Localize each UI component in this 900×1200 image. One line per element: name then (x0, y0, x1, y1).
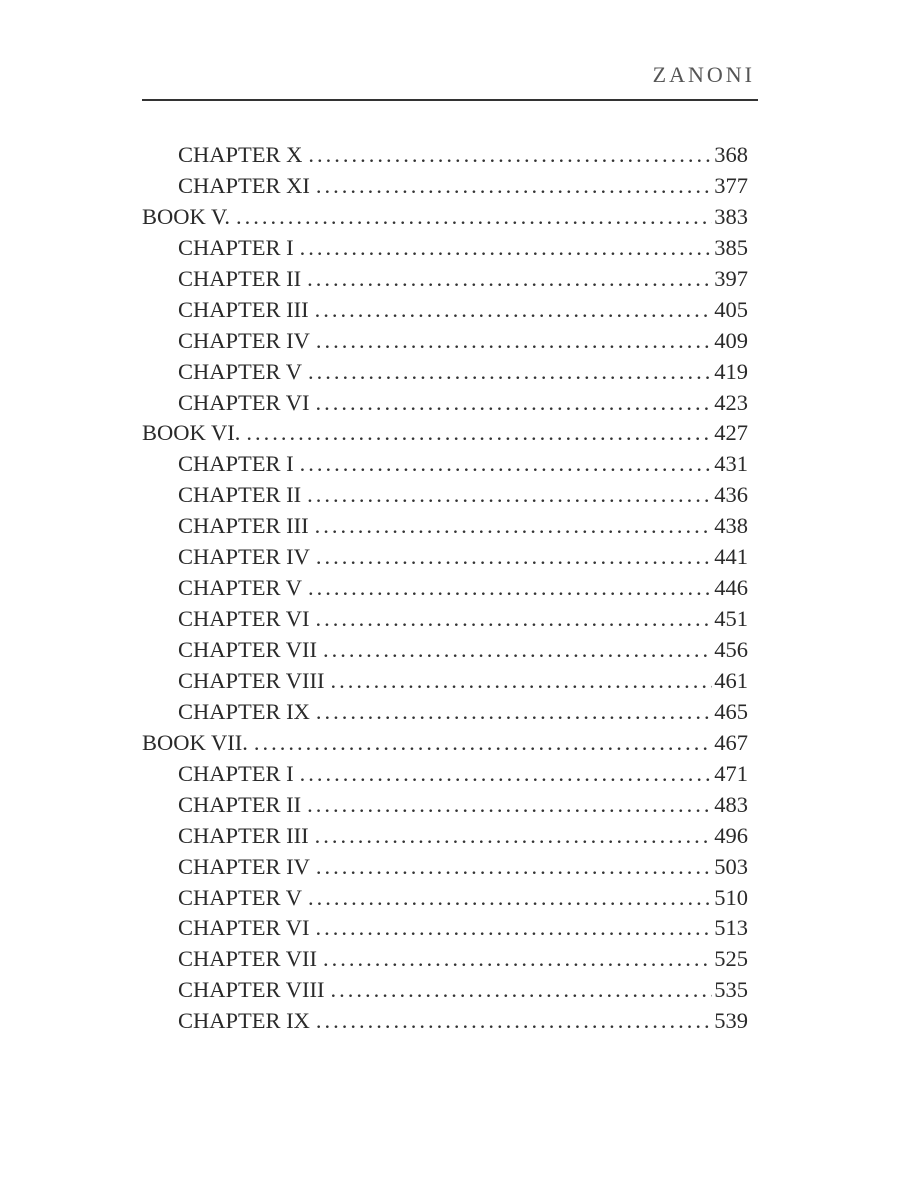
toc-entry-label: CHAPTER XI (178, 172, 310, 198)
toc-page-number: 377 (714, 172, 748, 198)
toc-chapter-entry (142, 944, 748, 975)
toc-entry-label: CHAPTER II (178, 482, 302, 508)
toc-page-number: 397 (714, 265, 748, 291)
toc-entry-label: BOOK V. (142, 203, 230, 229)
toc-entry-label: CHAPTER IX (178, 1008, 310, 1034)
toc-page-number: 461 (714, 667, 748, 693)
dot-leader (300, 759, 713, 790)
dot-leader (330, 666, 712, 697)
toc-page-number: 409 (714, 327, 748, 353)
toc-chapter-entry (142, 573, 748, 604)
dot-leader (315, 511, 713, 542)
toc-chapter-entry (142, 852, 748, 883)
dot-leader (330, 975, 712, 1006)
toc-page-number: 451 (714, 606, 748, 632)
toc-page-number: 438 (714, 513, 748, 539)
toc-entry-label: CHAPTER III (178, 513, 309, 539)
dot-leader (315, 821, 713, 852)
toc-entry-label: CHAPTER I (178, 760, 294, 786)
dot-leader (307, 480, 712, 511)
toc-chapter-entry (142, 388, 748, 419)
dot-leader (300, 449, 713, 480)
toc-page-number: 423 (714, 389, 748, 415)
dot-leader (236, 202, 712, 233)
dot-leader (316, 171, 712, 202)
dot-leader (308, 357, 712, 388)
toc-page-number: 441 (714, 544, 748, 570)
dot-leader (315, 388, 712, 419)
header-rule (142, 99, 758, 101)
dot-leader (323, 635, 712, 666)
toc-chapter-entry (142, 790, 748, 821)
toc-page-number: 456 (714, 637, 748, 662)
dot-leader (246, 418, 712, 449)
dot-leader (323, 944, 712, 975)
dot-leader (307, 264, 712, 295)
toc-entry-label: CHAPTER IV (178, 327, 310, 353)
toc-page-number: 503 (714, 853, 748, 879)
toc-entry-label: CHAPTER IV (178, 853, 310, 879)
toc-page-number: 446 (714, 575, 748, 601)
dot-leader (315, 913, 712, 944)
toc-book-entry (142, 418, 748, 449)
toc-page-number: 467 (714, 729, 748, 755)
toc-entry-label: CHAPTER I (178, 234, 294, 260)
toc-chapter-entry (142, 635, 748, 666)
dot-leader (316, 852, 712, 883)
toc-chapter-entry (142, 604, 748, 635)
toc-chapter-entry (142, 913, 748, 944)
toc-page-number: 405 (714, 296, 748, 322)
toc-entry-label: CHAPTER V (178, 884, 302, 910)
toc-chapter-entry (142, 295, 748, 326)
dot-leader (300, 233, 713, 264)
toc-page-number: 535 (714, 977, 748, 1003)
toc-entry-label: CHAPTER I (178, 451, 294, 477)
toc-chapter-entry (142, 883, 748, 914)
toc-page-number: 525 (714, 946, 748, 972)
toc-page-number: 427 (714, 420, 748, 446)
toc-chapter-entry (142, 666, 748, 697)
toc-chapter-entry (142, 1006, 748, 1037)
dot-leader (316, 1006, 712, 1037)
toc-entry-label: CHAPTER VII (178, 946, 317, 972)
toc-page-number: 436 (714, 482, 748, 508)
dot-leader (307, 790, 712, 821)
toc-chapter-entry (142, 975, 748, 1006)
toc-chapter-entry (142, 233, 748, 264)
toc-entry-label: CHAPTER V (178, 575, 302, 601)
toc-chapter-entry (142, 821, 748, 852)
running-head-title: ZANONI (652, 62, 755, 87)
dot-leader (315, 604, 712, 635)
toc-page-number: 465 (714, 698, 748, 724)
toc-entry-label: CHAPTER VIII (178, 977, 325, 1003)
toc-page-number: 483 (714, 791, 748, 817)
toc-page-number: 510 (714, 884, 748, 910)
toc-chapter-entry (142, 140, 748, 171)
toc-page-number: 431 (714, 451, 748, 477)
toc-entry-label: CHAPTER III (178, 822, 309, 848)
dot-leader (254, 728, 712, 759)
toc-chapter-entry (142, 449, 748, 480)
toc-book-entry (142, 728, 748, 759)
table-of-contents (142, 140, 748, 1037)
toc-entry-label: CHAPTER V (178, 358, 302, 384)
dot-leader (308, 573, 712, 604)
toc-entry-label: CHAPTER III (178, 296, 309, 322)
dot-leader (316, 326, 712, 357)
toc-chapter-entry (142, 480, 748, 511)
toc-page-number: 539 (714, 1008, 748, 1034)
toc-entry-label: CHAPTER VI (178, 606, 310, 632)
toc-entry-label: CHAPTER IX (178, 698, 310, 724)
toc-entry-label: CHAPTER II (178, 791, 302, 817)
toc-entry-label: CHAPTER II (178, 265, 302, 291)
toc-entry-label: CHAPTER X (178, 142, 303, 167)
toc-entry-label: CHAPTER VI (178, 915, 310, 941)
dot-leader (308, 140, 712, 171)
toc-chapter-entry (142, 357, 748, 388)
toc-page-number: 513 (714, 915, 748, 941)
toc-entry-label: CHAPTER VI (178, 389, 310, 415)
dot-leader (316, 542, 712, 573)
toc-chapter-entry (142, 171, 748, 202)
toc-entry-label: BOOK VI. (142, 420, 241, 446)
toc-chapter-entry (142, 264, 748, 295)
toc-book-entry (142, 202, 748, 233)
dot-leader (308, 883, 712, 914)
toc-page-number: 419 (714, 358, 748, 384)
toc-page-number: 383 (714, 203, 748, 229)
toc-entry-label: CHAPTER IV (178, 544, 310, 570)
dot-leader (315, 295, 713, 326)
toc-chapter-entry (142, 511, 748, 542)
dot-leader (316, 697, 712, 728)
toc-page-number: 496 (714, 822, 748, 848)
toc-chapter-entry (142, 759, 748, 790)
toc-chapter-entry (142, 542, 748, 573)
toc-page-number: 368 (714, 142, 748, 167)
toc-chapter-entry (142, 326, 748, 357)
toc-page-number: 471 (714, 760, 748, 786)
toc-page-number: 385 (714, 234, 748, 260)
toc-entry-label: BOOK VII. (142, 729, 248, 755)
toc-entry-label: CHAPTER VII (178, 637, 317, 662)
toc-entry-label: CHAPTER VIII (178, 667, 325, 693)
toc-chapter-entry (142, 697, 748, 728)
